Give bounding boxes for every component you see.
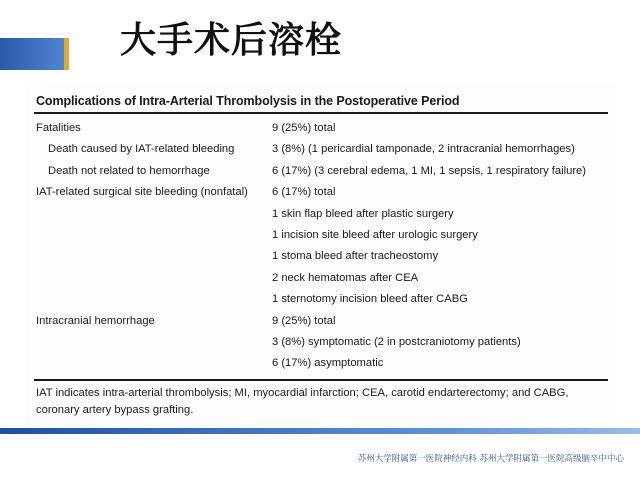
row-value: 9 (25%) total [272, 122, 336, 134]
row-value: 3 (8%) symptomatic (2 in postcraniotomy patients) [272, 336, 521, 348]
table-row [26, 184, 616, 204]
table-row [26, 163, 616, 183]
footer-band [0, 428, 640, 434]
title-accent-gold [64, 38, 69, 70]
row-value: 1 skin flap bleed after plastic surgery [272, 207, 454, 220]
complications-table [26, 84, 616, 424]
table-footnote: IAT indicates intra-arterial thrombolysis; MI, myocardial infarction; CEA, carotid endarterectomy; and CABG, coronary artery bypass grafting. [36, 387, 569, 416]
row-label: Death not related to hemorrhage [48, 164, 210, 177]
table-row [26, 270, 616, 290]
table-row [26, 355, 616, 375]
row-value: 6 (17%) asymptomatic [272, 357, 384, 370]
footer-institution: 苏州大学附属第一医院神经内科 苏州大学附属第一医院高级脑卒中中心 [357, 454, 624, 464]
table-row [26, 206, 616, 226]
table-row [26, 248, 616, 268]
row-value: 2 neck hematomas after CEA [272, 271, 419, 284]
row-value: 1 incision site bleed after urologic surgery [272, 229, 478, 241]
row-label: IAT-related surgical site bleeding (nonfatal) [36, 186, 248, 199]
table-top-rule [34, 112, 608, 114]
table-row [26, 120, 616, 140]
row-value: 6 (17%) total [272, 186, 336, 199]
row-value: 3 (8%) (1 pericardial tamponade, 2 intracranial hemorrhages) [272, 143, 575, 156]
row-value: 1 stoma bleed after tracheostomy [272, 250, 439, 263]
table-title: Complications of Intra-Arterial Thrombolysis in the Postoperative Period [36, 94, 460, 108]
table-row [26, 313, 616, 333]
row-value: 9 (25%) total [272, 314, 336, 327]
slide-title: 大手术后溶栓 [120, 20, 343, 61]
table-row [26, 141, 616, 161]
title-accent-bar [0, 38, 64, 70]
row-label: Fatalities [36, 122, 81, 134]
row-value: 6 (17%) (3 cerebral edema, 1 MI, 1 sepsis, 1 respiratory failure) [272, 164, 586, 177]
table-row [26, 291, 616, 311]
row-value: 1 sternotomy incision bleed after CABG [272, 293, 468, 306]
row-label: Intracranial hemorrhage [36, 314, 155, 327]
table-row [26, 227, 616, 247]
table-bottom-rule [34, 379, 608, 381]
row-label: Death caused by IAT-related bleeding [48, 143, 235, 156]
table-row [26, 334, 616, 354]
